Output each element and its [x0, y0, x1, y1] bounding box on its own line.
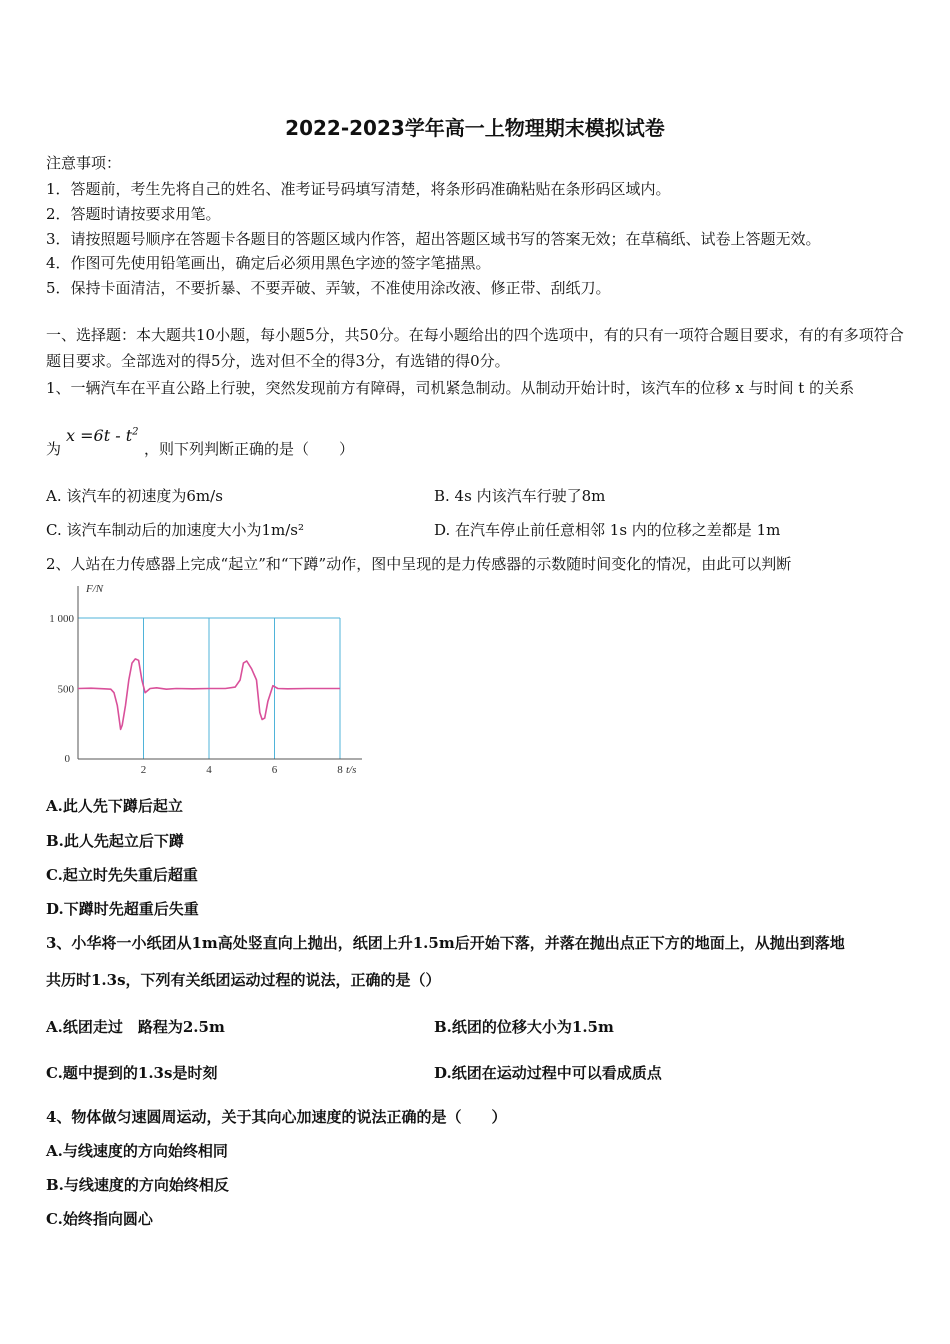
x-tick-label: 8 — [337, 764, 343, 776]
q2-stem: 2、人站在力传感器上完成“起立”和“下蹲”动作，图中呈现的是力传感器的示数随时间变化的情况，由此可以判断 — [46, 555, 792, 573]
q2-option-d[interactable]: D.下蹲时先超重后失重 — [46, 900, 199, 918]
q1-suffix: ，则下列判断正确的是（ ） — [144, 440, 355, 458]
q1-option-a[interactable]: A. 该汽车的初速度为6m/s — [46, 487, 223, 505]
q3-option-c[interactable]: C.题中提到的1.3s是时刻 — [46, 1064, 218, 1082]
q3-option-d[interactable]: D.纸团在运动过程中可以看成质点 — [434, 1064, 662, 1082]
notice-heading: 注意事项： — [46, 154, 122, 172]
q3-option-b[interactable]: B.纸团的位移大小为1.5m — [434, 1018, 614, 1036]
x-tick-label: 6 — [271, 764, 278, 776]
y-axis-label: F/N — [86, 583, 104, 595]
q4-option-a[interactable]: A.与线速度的方向始终相同 — [46, 1142, 228, 1160]
notice-item-3: 3．请按照题号顺序在答题卡各题目的答题区域内作答，超出答题区域书写的答案无效；在草稿纸、试卷上答题无效。 — [46, 230, 821, 248]
x-axis-label: t/s — [346, 764, 357, 776]
origin-label: 0 — [64, 753, 70, 765]
y-tick-label: 1 000 — [49, 613, 74, 625]
y-tick-label: 500 — [57, 683, 74, 696]
notice-item-1: 1．答题前，考生先将自己的姓名、准考证号码填写清楚，将条形码准确粘贴在条形码区域内。 — [46, 180, 671, 198]
notice-item-2: 2．答题时请按要求用笔。 — [46, 205, 221, 223]
q1-stem: 1、一辆汽车在平直公路上行驶，突然发现前方有障碍，司机紧急制动。从制动开始计时，该汽车的位移 x 与时间 t 的关系 — [46, 379, 855, 397]
q4-option-b[interactable]: B.与线速度的方向始终相反 — [46, 1176, 229, 1194]
force-time-chart — [44, 578, 384, 778]
q1-option-d[interactable]: D. 在汽车停止前任意相邻 1s 内的位移之差都是 1m — [434, 521, 781, 539]
notice-item-5: 5．保持卡面清洁，不要折暴、不要弄破、弄皱，不准使用涂改液、修正带、刮纸刀。 — [46, 279, 611, 297]
q4-option-c[interactable]: C.始终指向圆心 — [46, 1210, 153, 1228]
q1-option-c[interactable]: C. 该汽车制动后的加速度大小为1m/s² — [46, 521, 305, 539]
x-tick-label: 2 — [140, 764, 147, 776]
x-tick-label: 4 — [206, 764, 212, 776]
q1-formula: $x =6t - t^2$ — [66, 426, 139, 445]
q3-option-a[interactable]: A.纸团走过 路程为2.5m — [46, 1018, 225, 1036]
q1-prefix: 为 — [46, 440, 62, 458]
q3-stem-2: 共历时1.3s，下列有关纸团运动过程的说法，正确的是（） — [46, 971, 441, 989]
q3-stem-1: 3、小华将一小纸团从1m高处竖直向上抛出，纸团上升1.5m后开始下落，并落在抛出点正下方的地面上，从抛出到落地 — [46, 934, 845, 952]
page-title: 2022-2023学年高一上物理期末模拟试卷 — [285, 116, 665, 140]
q4-stem: 4、物体做匀速圆周运动，关于其向心加速度的说法正确的是（ ） — [46, 1108, 507, 1126]
q1-option-b[interactable]: B. 4s 内该汽车行驶了8m — [434, 487, 606, 505]
section-instructions: 一、选择题：本大题共10小题，每小题5分，共50分。在每小题给出的四个选项中，有的只有一项符合题目要求，有的有多项符合题目要求。全部选对的得5分，选对但不全的得3分，有选错的得0分。 — [46, 326, 904, 370]
q2-option-c[interactable]: C.起立时先失重后超重 — [46, 866, 198, 884]
q2-option-b[interactable]: B.此人先起立后下蹲 — [46, 832, 184, 850]
q2-option-a[interactable]: A.此人先下蹲后起立 — [46, 797, 183, 815]
notice-item-4: 4．作图可先使用铅笔画出，确定后必须用黑色字迹的签字笔描黑。 — [46, 254, 491, 272]
